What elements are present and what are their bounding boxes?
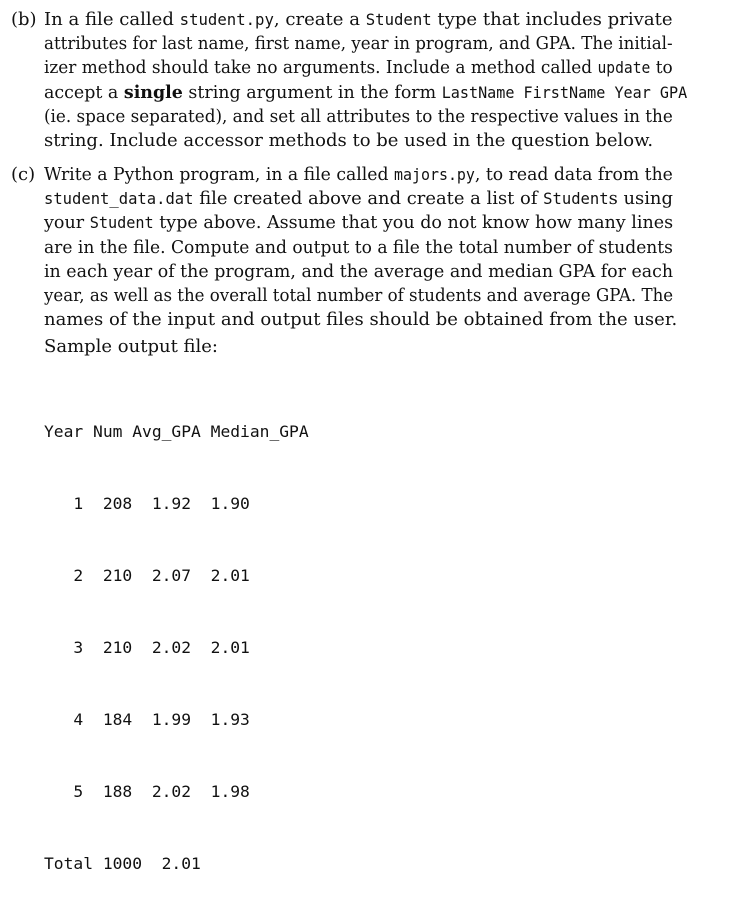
text-run: type above. Assume that you do not know how many lines [153,212,674,234]
part-b-line [44,32,673,56]
part-b-line [44,105,673,129]
part-c-line [44,260,673,284]
text-run: year, as well as the overall total number of students and average GPA. The [44,285,674,306]
text-run: , to read data from the [474,164,673,185]
text-run: izer method should take no arguments. Include a method called [44,57,598,79]
code-text: student_data.dat [44,190,194,209]
part-b-line [44,81,687,105]
sample-output-row: 2 210 2.07 2.01 [44,566,250,585]
text-run: (ie. space separated), and set all attributes to the respective values in the [44,105,673,127]
text-run: are in the file. Compute and output to a file the total number of students [44,236,673,258]
text-run: In a file called [44,9,180,30]
code-text: Student [543,190,609,209]
code-text: student.py [179,11,274,29]
part-c-line [44,335,218,359]
text-run: string argument in the form [182,81,442,103]
code-text: Student [365,11,432,29]
text-run: type that includes private [431,9,673,30]
text-run: string. Include accessor methods to be used in the question below. [44,130,654,151]
text-run: Sample output file: [44,336,218,358]
part-c-line [44,236,673,260]
bold-text: single [123,81,183,103]
part-c-line [44,163,673,187]
text-run: to [650,57,673,79]
code-text: update [597,59,651,78]
part-c-line [44,211,673,235]
part-b-line [44,8,673,32]
part-b-label: (b) [11,9,37,30]
code-text: majors.py [394,166,475,184]
sample-output-total: Total 1000 2.01 [44,854,201,873]
sample-output-row: 5 188 2.02 1.98 [44,782,250,801]
text-run: , create a [273,9,366,30]
sample-output-header: Year Num Avg_GPA Median_GPA [44,422,309,441]
part-c-line [44,187,673,211]
text-run: in each year of the program, and the average and median GPA for each [44,260,674,282]
text-run: s using [608,188,673,210]
text-run: Write a Python program, in a file called [44,164,395,185]
text-run: file created above and create a list of [193,188,544,210]
code-text: LastName FirstName Year GPA [441,83,688,102]
sample-output-table [44,372,309,900]
part-c-line [44,308,677,332]
part-c-label: (c) [11,164,36,185]
part-b-line [44,129,653,153]
text-run: attributes for last name, first name, year in program, and GPA. The initial- [44,33,673,55]
code-text: Student [89,214,154,233]
part-b-line [44,56,673,80]
sample-output-row: 4 184 1.99 1.93 [44,710,250,729]
text-run: your [44,212,90,234]
sample-output-row: 3 210 2.02 2.01 [44,638,250,657]
part-c-line [44,284,673,308]
text-run: accept a [44,81,124,103]
text-run: names of the input and output files should be obtained from the user. [44,309,678,331]
sample-output-row: 1 208 1.92 1.90 [44,494,250,513]
